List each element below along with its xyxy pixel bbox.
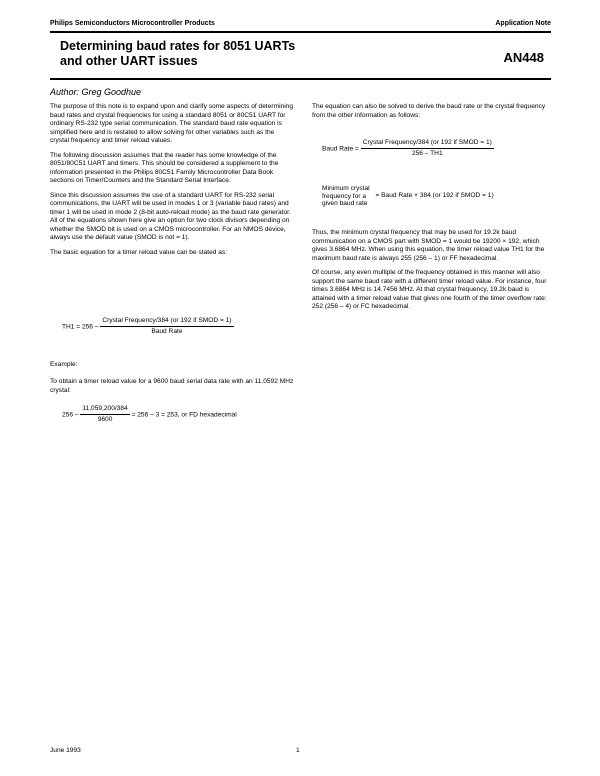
- header-doc-type: Application Note: [495, 20, 551, 27]
- left-paragraph-2: The following discussion assumes that the reader has some knowledge of the 8051/80C51 UART and timers. This should be considered a supplement to the information presented in the Philips 80C51 Family Microcontroller Data Book sections on Timer/Counters and the Standard Serial Interface.: [50, 151, 279, 184]
- left-paragraph-3: Since this discussion assumes the use of a standard UART for RS-232 serial communications, the UART will be used in modes 1 or 3 (variable baud rates) and timer 1 will be used in mode 2 (8-bit auto-reload mode) as the baud rate generator. All of the equations shown here give an option for two clock divisors depending on whether the SMOD bit is used on a CMOS microcontroller. For an NMOS device, always use the default value (SMOD is not = 1).: [50, 191, 291, 241]
- left-column: [50, 103, 295, 263]
- title-line-2: and other UART issues: [60, 54, 198, 68]
- header-rule: [50, 31, 551, 33]
- eq3-fraction: [361, 139, 494, 158]
- eq1-denominator: Baud Rate: [151, 328, 183, 335]
- eq3-denominator: 256 – TH1: [411, 150, 443, 157]
- eq4-lhs-line-2: frequency for a: [322, 192, 366, 200]
- eq2-numerator: 11,059,200/384: [80, 405, 129, 415]
- eq4-rhs: = Baud Rate × 384 (or 192 if SMOD = 1): [375, 192, 494, 200]
- eq2-denominator: 9600: [97, 416, 113, 423]
- eq2-fraction: [80, 405, 129, 424]
- equation-min-crystal: [322, 185, 494, 208]
- equation-baud-rate: [322, 139, 494, 158]
- eq2-rhs: = 256 – 3 = 253, or FD hexadecimal: [131, 411, 237, 419]
- example-label: Example:: [50, 361, 78, 368]
- doc-code: AN448: [503, 50, 544, 65]
- eq1-numerator: Crystal Frequency/384 (or 192 if SMOD = 1): [100, 317, 233, 327]
- eq4-lhs-line-3: given baud rate: [322, 200, 368, 207]
- eq2-lhs: 256 –: [62, 411, 79, 419]
- author: Author: Greg Goodhue: [50, 87, 142, 97]
- title-line-1: Determining baud rates for 8051 UARTs: [60, 39, 296, 53]
- eq1-lhs: TH1 = 256 –: [62, 323, 99, 331]
- eq4-lhs-line-1: Minimum crystal: [322, 185, 370, 192]
- page-title: [60, 39, 295, 69]
- right-column-lower: [312, 229, 552, 318]
- right-paragraph-2: Thus, the minimum crystal frequency that may be used for 19.2k baud communication on a CMOS part with SMOD = 1 would be 19200 × 192, which gives 3.6864 MHz. When using this equation, the timer reload value TH1 for the maximum baud rate is always 255 (256 – 1) or FF hexadecimal.: [312, 229, 545, 262]
- footer-page-number: 1: [296, 747, 300, 754]
- eq1-fraction: [100, 317, 233, 336]
- equation-reload: [62, 317, 234, 336]
- equation-example: [62, 405, 237, 424]
- eq3-numerator: Crystal Frequency/384 (or 192 if SMOD = 1): [361, 139, 494, 149]
- left-paragraph-1: The purpose of this note is to expand upon and clarify some aspects of determining baud rates and crystal frequencies for using a standard 8051 or 80C51 UART for ordinary RS-232 type serial communication. The standard baud rate equation is simplified here and is restated to allow solving for other variables such as the crystal frequency and timer reload values.: [50, 103, 294, 144]
- eq3-lhs: Baud Rate =: [322, 145, 359, 153]
- eq4-lhs: [322, 185, 370, 208]
- right-paragraph-3: Of course, any even multiple of the frequency obtained in this manner will also support the same baud rate with a different timer reload value. For instance, four times 3.6864 MHz is 14.7456 MHz. At that crystal frequency, 19.2k baud is attained with a timer reload value that gives one fourth of the timer overflow rate: 252 (256 – 4) or FC hexadecimal.: [312, 269, 547, 310]
- footer-date: June 1993: [50, 747, 81, 754]
- right-paragraph-1: The equation can also be solved to derive the baud rate or the crystal frequency from the other information as follows:: [312, 103, 546, 119]
- header-company: Philips Semiconductors Microcontroller Products: [50, 20, 215, 27]
- left-paragraph-5: To obtain a timer reload value for a 9600 baud serial data rate with an 11.0592 MHz crystal:: [50, 378, 294, 394]
- left-paragraph-4: The basic equation for a timer reload value can be stated as:: [50, 248, 228, 256]
- title-rule: [50, 78, 551, 80]
